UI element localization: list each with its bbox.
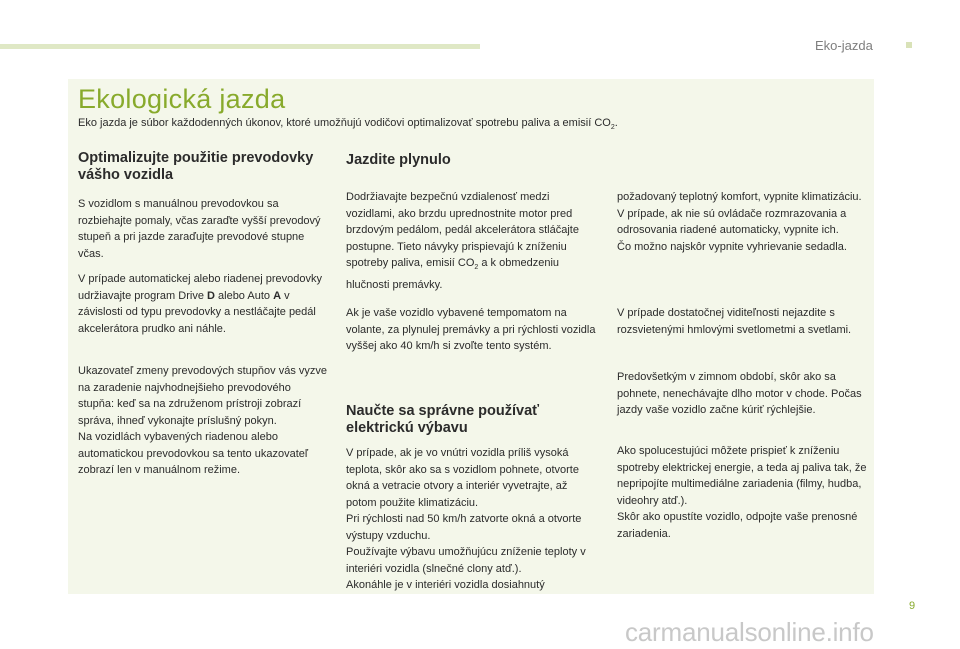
col2-heading2-block [346,403,596,437]
col2-paragraph-3 [346,445,596,594]
page-number: 9 [909,600,916,612]
col1-heading-block [78,150,328,184]
col2-p1-text [346,189,596,293]
col2-p1-b: a k obmedzeniu hlučnosti premávky. [346,257,560,291]
col2-p6-text: Akonáhle je v interiéri vozidla dosiahnutý [346,579,545,591]
intro-text [78,117,858,131]
section-title: Eko-jazda [815,38,873,53]
col3-p3-text: Čo možno najskôr vypnite vyhrievanie sedadla. [617,240,847,253]
intro-text-main: Eko jazda je súbor každodenných úkonov, ktoré umožňujú vodičovi optimalizovať spotrebu paliva a emisií CO [78,117,611,129]
col1-p2-auto-letter: A [273,289,282,302]
col1-p2-a: V prípade automatickej alebo riadenej prevodovky udržiavajte program Drive [78,273,322,302]
col1-heading: Optimalizujte použitie prevodovky vášho vozidla [78,150,314,183]
col3-paragraph-4 [617,443,867,542]
col2-heading-2: Naučte sa správne používať elektrickú výbavu [346,403,540,436]
col3-paragraph-1 [617,189,867,255]
col2-p2-text: Ak je vaše vozidlo vybavené tempomatom na volante, za plynulej premávky a pri rýchlosti vozidla vyššej ako 40 km/h si zvoľte tento systém. [346,307,596,352]
col1-paragraph-2 [78,271,328,337]
col3-p5-text: Predovšetkým v zimnom období, skôr ako sa pohnete, nenechávajte dlho motor v chode. Počas jazdy vaše vozidlo začne kúriť rýchlejšie. [617,371,862,416]
col2-p1-a: Dodržiavajte bezpečnú vzdialenosť medzi vozidlami, ako brzdu uprednostnite motor pred brzdovým pedálom, pedál akcelerátora stláčajte postupne. Tieto návyky prispievajú k zníženiu spotreby paliva, emisií CO [346,191,579,269]
col3-p1-text: požadovaný teplotný komfort, vypnite klimatizáciu. [617,191,862,203]
col3-paragraph-2 [617,305,867,338]
col2-heading1-block [346,152,596,169]
col1-p2-c: alebo Auto [214,289,274,302]
col3-p4-text: V prípade dostatočnej viditeľnosti nejazdite s rozsvietenými hmlovými svetlometmi a svetlami. [617,307,852,336]
header-accent-bar [0,44,480,49]
col3-p6-text: Ako spolucestujúci môžete prispieť k zníženiu spotreby elektrickej energie, a teda aj paliva tak, že nepripojíte multimediálne zariadenia (filmy, hudba, videohry atď.). [617,445,867,507]
col1-paragraph-1 [78,196,328,262]
col2-p4-text: Pri rýchlosti nad 50 km/h zatvorte okná a otvorte výstupy vzduchu. [346,513,582,542]
col1-p3-text: Ukazovateľ zmeny prevodových stupňov vás vyzve na zaradenie najvhodnejšieho prevodového stupňa: keď sa na združenom prístroji zobrazí správa, ihneď vykonajte príslušný pokyn. [78,365,327,427]
col2-p3-text: V prípade, ak je vo vnútri vozidla príliš vysoká teplota, skôr ako sa s vozidlom pohnete, otvorte okná a vetracie otvory a interiér vyvetrajte, až potom použite klimatizáciu. [346,447,579,509]
col3-p7-text: Skôr ako opustíte vozidlo, odpojte vaše prenosné zariadenia. [617,511,858,540]
col1-p1-text: S vozidlom s manuálnou prevodovkou sa rozbiehajte pomaly, včas zaraďte vyšší prevodový stupeň a pri jazde zaraďujte prevodové stupne včas. [78,198,321,260]
col1-p2-text [78,271,328,337]
col2-paragraph-1 [346,189,596,293]
intro-subscript: 2 [610,124,615,132]
col2-p1-subscript: 2 [474,264,479,272]
col3-paragraph-3 [617,369,867,419]
col1-p2-drive-letter: D [207,289,215,302]
page-title: Ekologická jazda [78,84,286,114]
col1-p4-text: Na vozidlách vybavených riadenou alebo automatickou prevodovkou sa tento ukazovateľ zobrazí len v manuálnom režime. [78,431,309,476]
col1-paragraph-3 [78,363,328,479]
intro-text-end: . [614,117,618,129]
watermark-text: carmanualsonline.info [625,617,874,647]
col2-p5-text: Používajte výbavu umožňujúcu zníženie teploty v interiéri vozidla (slnečné clony atď.). [346,546,586,575]
col3-p2-text: V prípade, ak nie sú ovládače rozmrazovania a odrosovania riadené automaticky, vypnite ich. [617,207,847,236]
col2-heading-1: Jazdite plynulo [346,152,451,168]
col2-paragraph-2 [346,305,596,355]
col1-p2-e: v závislosti od typu prevodovky a nestláčajte pedál akcelerátora prudko ani náhle. [78,289,316,335]
header-marker [906,42,912,48]
